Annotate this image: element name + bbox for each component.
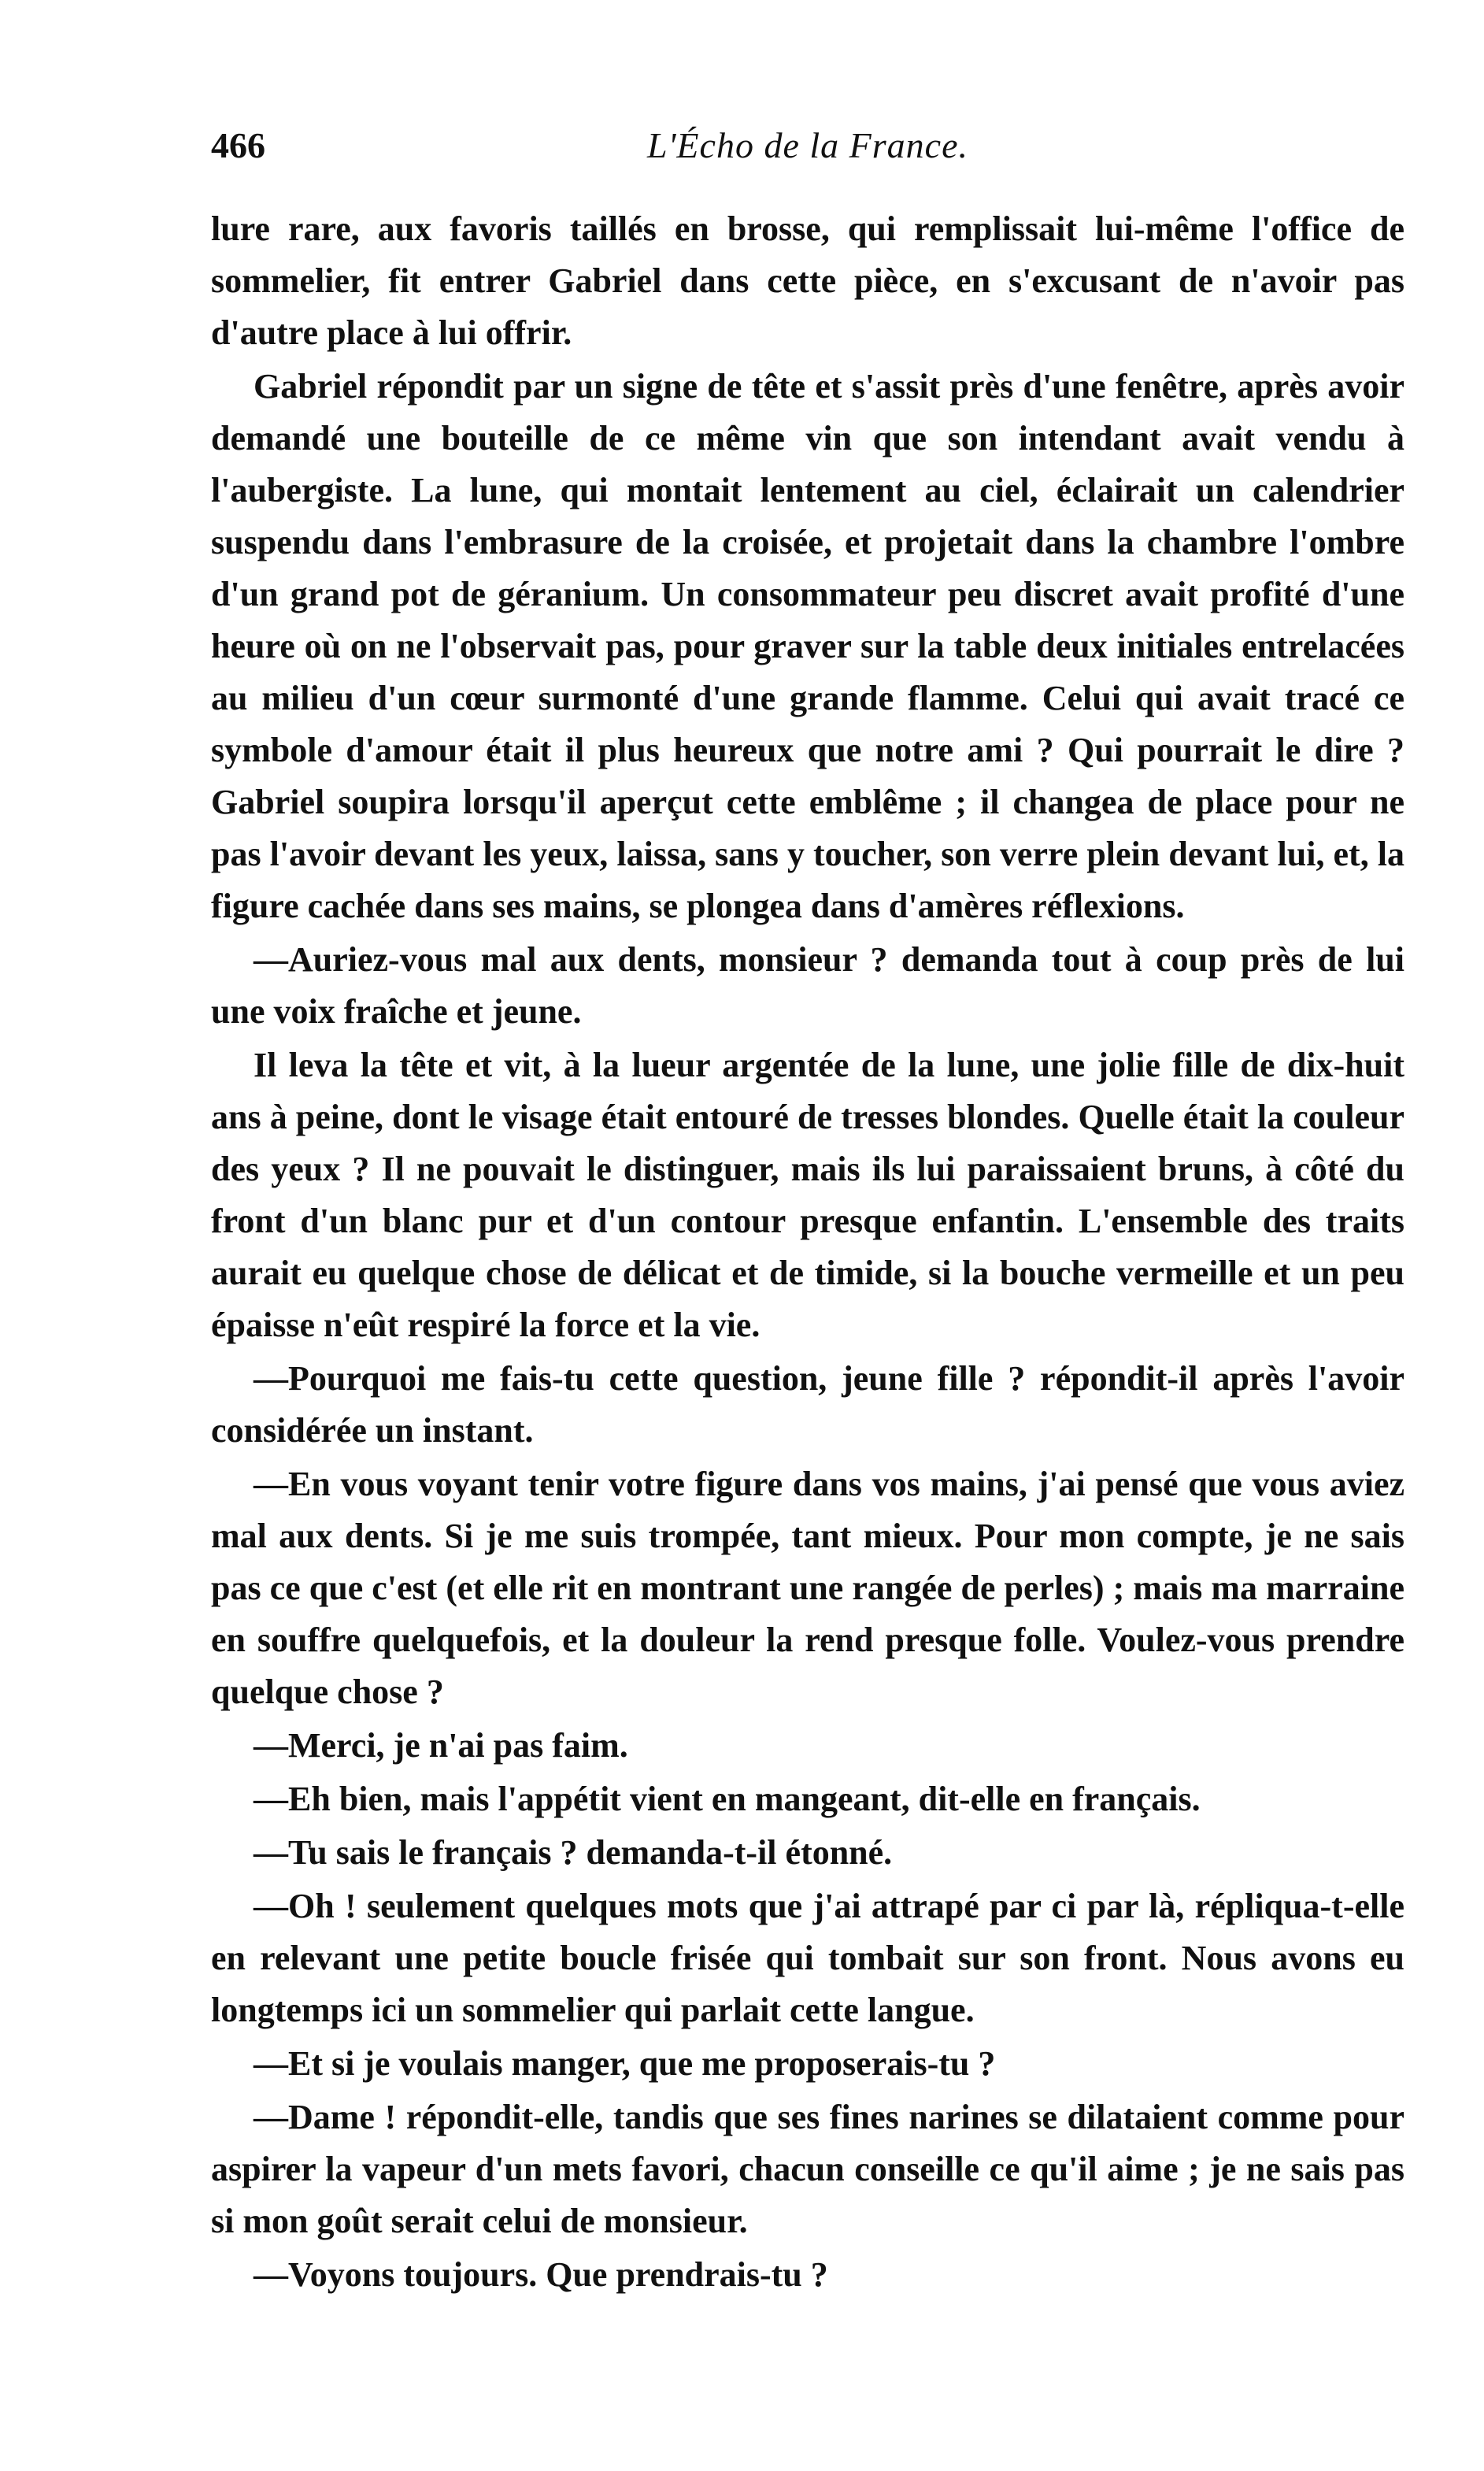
dialogue-line: —Auriez-vous mal aux dents, monsieur ? demanda tout à coup près de lui une voix fraîche et jeune. [211, 940, 1404, 1031]
dialogue-line: —Dame ! répondit-elle, tandis que ses fines narines se dilataient comme pour aspirer la vapeur d'un mets favori, chacun conseille ce qu'il aime ; je ne sais pas si mon goût serait celui de monsieur. [211, 2098, 1404, 2240]
dialogue-line: —Pourquoi me fais-tu cette question, jeune fille ? répondit-il après l'avoir considérée un instant. [211, 1359, 1404, 1450]
dialogue-line: —Eh bien, mais l'appétit vient en mangeant, dit-elle en français. [254, 1780, 1201, 1818]
dialogue-line: —Voyons toujours. Que prendrais-tu ? [254, 2255, 828, 2294]
dialogue-line: —Tu sais le français ? demanda-t-il étonné. [254, 1833, 893, 1872]
page-number: 466 [211, 125, 265, 165]
paragraph: Il leva la tête et vit, à la lueur argentée de la lune, une jolie fille de dix-huit ans à peine, dont le visage était entouré de tresses blondes. Quelle était la couleur des yeux ? Il ne pouvait le distinguer, mais ils lui paraissaient bruns, à côté du front d'un blanc pur et d'un contour presque enfantin. L'ensemble des traits aurait eu quelque chose de délicat et de timide, si la bouche vermeille et un peu épaisse n'eût respiré la force et la vie. [211, 1046, 1404, 1344]
journal-title: L'Écho de la France. [647, 125, 968, 165]
paragraph: Gabriel répondit par un signe de tête et s'assit près d'une fenêtre, après avoir demandé une bouteille de ce même vin que son intendant avait vendu à l'aubergiste. La lune, qui montait lentement au ciel, éclairait un calendrier suspendu dans l'embrasure de la croisée, et projetait dans la chambre l'ombre d'un grand pot de géranium. Un consommateur peu discret avait profité d'une heure où on ne l'observait pas, pour graver sur la table deux initiales entrelacées au milieu d'un cœur surmonté d'une grande flamme. Celui qui avait tracé ce symbole d'amour était il plus heureux que notre ami ? Qui pourrait le dire ? Gabriel soupira lorsqu'il aperçut cette emblême ; il changea de place pour ne pas l'avoir devant les yeux, laissa, sans y toucher, son verre plein devant lui, et, la figure cachée dans ses mains, se plongea dans d'amères réflexions. [211, 367, 1404, 925]
dialogue-line: —En vous voyant tenir votre figure dans vos mains, j'ai pensé que vous aviez mal aux dents. Si je me suis trompée, tant mieux. Pour mon compte, je ne sais pas ce que c'est (et elle rit en montrant une rangée de perles) ; mais ma marraine en souffre quelquefois, et la douleur la rend presque folle. Voulez-vous prendre quelque chose ? [211, 1465, 1404, 1711]
body-text [211, 203, 1404, 2302]
paragraph-continuation: lure rare, aux favoris taillés en brosse, qui remplissait lui-même l'office de sommelier, fit entrer Gabriel dans cette pièce, en s'excusant de n'avoir pas d'autre place à lui offrir. [211, 209, 1404, 352]
running-head [211, 118, 1404, 173]
dialogue-line: —Merci, je n'ai pas faim. [254, 1726, 628, 1765]
dialogue-line: —Oh ! seulement quelques mots que j'ai attrapé par ci par là, répliqua-t-elle en relevant une petite boucle frisée qui tombait sur son front. Nous avons eu longtemps ici un sommelier qui parlait cette langue. [211, 1887, 1404, 2029]
dialogue-line: —Et si je voulais manger, que me proposerais-tu ? [254, 2044, 996, 2083]
